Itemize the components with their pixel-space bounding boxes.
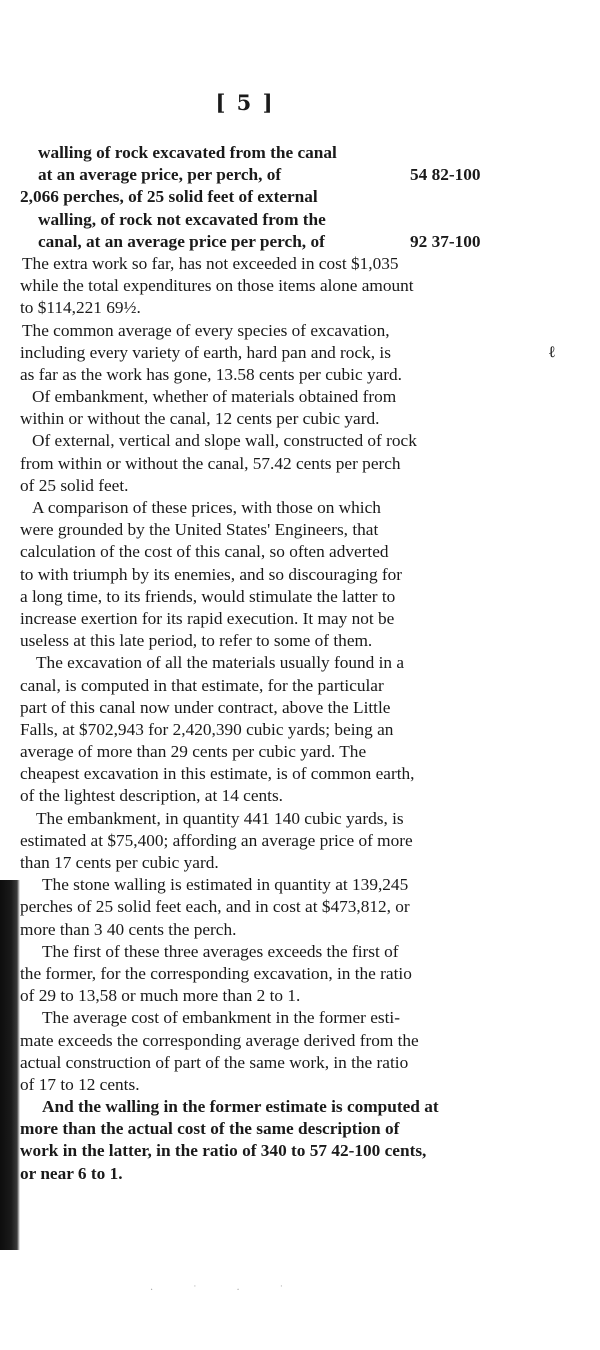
page-number: [ 5 ] <box>215 90 275 115</box>
text-line: work in the latter, in the ratio of 340 to 57 42-100 cents, <box>20 1141 427 1161</box>
text-line: while the total expenditures on those items alone amount <box>20 276 414 296</box>
text-line: 2,066 perches, of 25 solid feet of external <box>20 187 318 207</box>
text-line: A comparison of these prices, with those on which <box>32 498 381 517</box>
text-line: walling of rock excavated from the canal <box>38 143 337 162</box>
text-line: actual construction of part of the same work, in the ratio <box>20 1052 409 1072</box>
text-line: within or without the canal, 12 cents per cubic yard. <box>20 409 380 429</box>
text-line: cheapest excavation in this estimate, is of common earth, <box>20 764 415 784</box>
book-binding-edge <box>0 880 20 1250</box>
text-line: were grounded by the United States' Engineers, that <box>20 520 379 540</box>
text-line: The average cost of embankment in the former esti- <box>42 1008 400 1028</box>
text-line: And the walling in the former estimate is computed at <box>42 1097 439 1117</box>
text-line: part of this canal now under contract, above the Little <box>20 697 391 717</box>
text-line: including every variety of earth, hard pan and rock, is <box>20 342 391 362</box>
text-line: more than the actual cost of the same description of <box>20 1119 400 1139</box>
amount-value: 92 37-100 <box>410 231 481 251</box>
text-line: a long time, to its friends, would stimulate the latter to <box>20 586 396 606</box>
text-line: as far as the work has gone, 13.58 cents per cubic yard. <box>20 364 402 384</box>
text-line: increase exertion for its rapid execution. It may not be <box>20 608 395 628</box>
text-line: Of external, vertical and slope wall, constructed of rock <box>32 431 417 451</box>
text-line: more than 3 40 cents the perch. <box>20 919 237 939</box>
text-line: walling, of rock not excavated from the <box>38 209 326 229</box>
paper-specks: · ˙ · ˙ <box>150 1285 302 1296</box>
text-line: The common average of every species of excavation, <box>22 320 390 340</box>
text-line: average of more than 29 cents per cubic yard. The <box>20 742 367 762</box>
text-line <box>20 231 540 253</box>
page-body-text <box>20 142 540 1185</box>
text-line: to $114,221 69½. <box>20 298 141 318</box>
text-line: mate exceeds the corresponding average derived from the <box>20 1030 419 1050</box>
text-line: Of embankment, whether of materials obtained from <box>32 387 397 407</box>
text-line: of 25 solid feet. <box>20 475 129 495</box>
text-line: useless at this late period, to refer to some of them. <box>20 631 373 651</box>
text-line: Falls, at $702,943 for 2,420,390 cubic yards; being an <box>20 719 394 739</box>
text-line: The stone walling is estimated in quantity at 139,245 <box>42 875 409 895</box>
text-line: The excavation of all the materials usually found in a <box>36 653 405 673</box>
text-line: the former, for the corresponding excavation, in the ratio <box>20 963 412 983</box>
text-line-left: canal, at an average price per perch, of <box>38 231 325 251</box>
text-line: from within or without the canal, 57.42 cents per perch <box>20 453 401 473</box>
text-line: of 17 to 12 cents. <box>20 1074 140 1094</box>
amount-value: 54 82-100 <box>410 165 481 185</box>
text-line: estimated at $75,400; affording an average price of more <box>20 830 413 850</box>
text-line: canal, is computed in that estimate, for the particular <box>20 675 384 695</box>
text-line <box>20 164 540 186</box>
text-line: or near 6 to 1. <box>20 1163 123 1183</box>
text-line: calculation of the cost of this canal, so often adverted <box>20 542 389 562</box>
text-line: The extra work so far, has not exceeded in cost $1,035 <box>22 253 399 273</box>
text-line: The first of these three averages exceeds the first of <box>42 941 399 961</box>
text-line: of 29 to 13,58 or much more than 2 to 1. <box>20 986 301 1006</box>
text-line: The embankment, in quantity 441 140 cubic yards, is <box>36 808 404 828</box>
text-line: of the lightest description, at 14 cents. <box>20 786 283 806</box>
text-line: perches of 25 solid feet each, and in cost at $473,812, or <box>20 897 410 917</box>
text-line-left: at an average price, per perch, of <box>38 165 282 185</box>
text-line: than 17 cents per cubic yard. <box>20 853 219 872</box>
text-line: to with triumph by its enemies, and so discouraging for <box>20 564 403 584</box>
margin-mark: ℓ <box>549 342 555 361</box>
